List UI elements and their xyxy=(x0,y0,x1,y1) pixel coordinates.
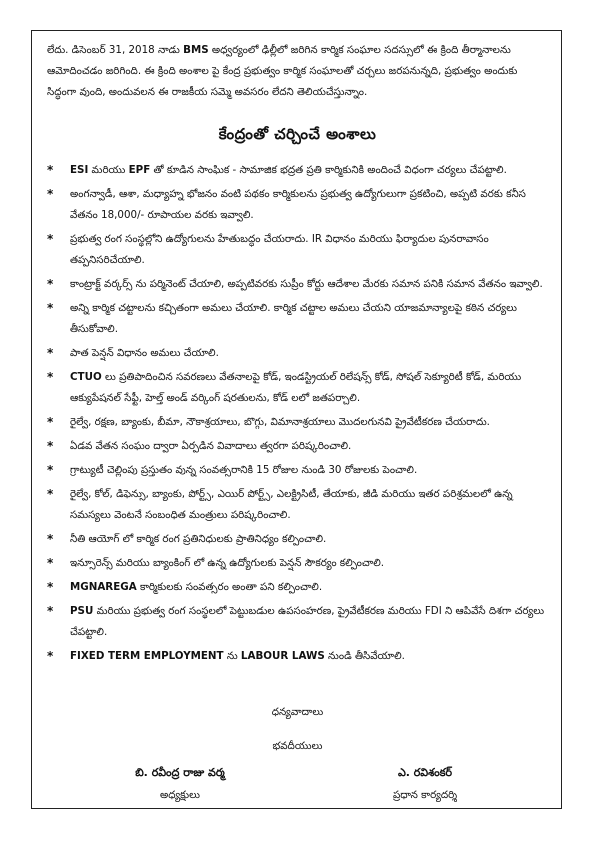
item-mid: ను xyxy=(223,650,241,662)
list-item-text xyxy=(70,160,549,181)
intro-text-1: లేదు. డిసెంబర్ 31, 2018 నాడు xyxy=(47,44,184,56)
signatory-president xyxy=(95,766,265,803)
item-lead2: LABOUR LAWS xyxy=(240,650,325,662)
bullet-star: * xyxy=(47,580,54,594)
item-rest: గ్రాట్యుటీ చెల్లింపు ప్రస్తుతం వున్న సంవత్సరానికి 15 రోజుల నుండి 30 రోజులకు పెంచాలి. xyxy=(70,464,418,476)
signatory-secretary xyxy=(340,766,510,803)
signatory-role: అధ్యక్షులు xyxy=(160,789,200,801)
signatory-role: ప్రధాన కార్యదర్శి xyxy=(392,789,458,801)
thanks-line: ధన్యవాదాలు xyxy=(271,706,324,718)
list-item-text xyxy=(70,436,549,457)
list-item-text xyxy=(70,460,549,481)
item-rest: అంగన్వాడీ, ఆశా, మధ్యాహ్న భోజనం వంటి పథకం కార్మికులను ప్రభుత్వ ఉద్యోగులుగా ప్రకటించి, అప్పటి వరకు కనీస వేతనం 18,000/- రూపాయల వరకు ఇవ్వాలి. xyxy=(70,188,526,221)
list-item xyxy=(47,160,549,181)
list-item xyxy=(47,412,549,433)
list-item-text xyxy=(70,343,549,364)
list-item xyxy=(47,646,549,667)
list-item xyxy=(47,601,549,643)
item-rest: ఇన్సూరెన్స్ మరియు బ్యాంకింగ్ లో ఉన్న ఉద్యోగులకు పెన్షన్ సౌకర్యం కల్పించాలి. xyxy=(70,557,385,569)
list-item xyxy=(47,577,549,598)
bullet-star: * xyxy=(47,487,54,501)
demands-list xyxy=(47,160,549,670)
list-item-text xyxy=(70,298,549,340)
item-mid: మరియు xyxy=(88,164,129,176)
item-rest: రైల్వే, కోల్, డిఫెన్సు, బ్యాంకు, పోర్ట్స్, ఎయిర్ పోర్ట్స్, ఎలక్ట్రిసిటీ, తేయాకు, జీడి మరియు ఇతర పరిశ్రమలలో ఉన్న సమస్యలు వెంటనే సంబంధిత మంత్రులు పరిష్కరించాలి. xyxy=(70,488,513,521)
item-rest: పాత పెన్షన్ విధానం అమలు చేయాలి. xyxy=(70,347,219,359)
list-item-text xyxy=(70,646,549,667)
list-item xyxy=(47,184,549,226)
list-item-text xyxy=(70,553,549,574)
item-rest: ఏడవ వేతన సంఘం ద్వారా ఏర్పడిన వివాదాలు త్వరగా పరిష్కరించాలి. xyxy=(70,440,352,452)
list-item xyxy=(47,343,549,364)
list-item xyxy=(47,460,549,481)
bullet-star: * xyxy=(47,532,54,546)
list-item xyxy=(47,229,549,271)
item-lead: ESI xyxy=(70,164,89,176)
list-item xyxy=(47,367,549,409)
item-rest: మరియు ప్రభుత్వ రంగ సంస్థలలో పెట్టుబడుల ఉపసంహరణ, ప్రైవేటీకరణ మరియు FDI ని ఆపివేసే దిశగా చర్యలు చేపట్టాలి. xyxy=(70,605,545,638)
item-rest: ప్రభుత్వ రంగ సంస్థల్లోని ఉద్యోగులను హేతుబద్ధం చేయరాదు. IR విధానం మరియు ఫిర్యాదుల పునరావాసం తప్పనిసరిచేయాలి. xyxy=(70,233,489,266)
item-lead2: EPF xyxy=(128,164,151,176)
section-heading: కేంద్రంతో చర్చించే అంశాలు xyxy=(218,125,377,143)
bullet-star: * xyxy=(47,277,54,291)
list-item-text xyxy=(70,367,549,409)
list-item xyxy=(47,553,549,574)
list-item xyxy=(47,298,549,340)
intro-org: BMS xyxy=(183,44,209,56)
item-rest: నుండి తీసివేయాలి. xyxy=(324,650,405,662)
bullet-star: * xyxy=(47,415,54,429)
list-item-text xyxy=(70,229,549,271)
regards-line: భవదీయులు xyxy=(272,740,323,752)
list-item xyxy=(47,274,549,295)
item-rest: రైల్వే, రక్షణ, బ్యాంకు, బీమా, నౌకాశ్రయాలు, బొగ్గు, విమానాశ్రయాలు మొదలగునవి ప్రైవేటీకరణ చేయరాదు. xyxy=(70,416,490,428)
list-item-text xyxy=(70,184,549,226)
list-item-text xyxy=(70,529,549,550)
item-lead: MGNAREGA xyxy=(70,581,137,593)
item-rest: నీతి ఆయోగ్ లో కార్మిక రంగ ప్రతినిధులకు ప్రాతినిధ్యం కల్పించాలి. xyxy=(70,533,327,545)
list-item-text xyxy=(70,484,549,526)
intro-text-2: అధ్వర్యంలో ఢిల్లీలో జరిగిన కార్మిక సంఘాల సదస్సులో ఈ క్రింది తీర్మానాలను ఆమోదించడం జరిగింది. ఈ క్రింది అంశాల పై కేంద్ర ప్రభుత్వం కార్మిక సంఘాలతో చర్చలు జరపనున్నది, ప్రభుత్వం అందుకు సిద్ధంగా వుంది, అందువలన ఈ రాజకీయ సమ్మె అవసరం లేదని తెలియచేస్తున్నాం. xyxy=(47,44,518,98)
list-item xyxy=(47,436,549,457)
bullet-star: * xyxy=(47,301,54,315)
list-item-text xyxy=(70,274,549,295)
bullet-star: * xyxy=(47,346,54,360)
intro-paragraph xyxy=(47,40,547,103)
item-rest: అన్ని కార్మిక చట్టాలను కచ్చితంగా అమలు చేయాలి. కార్మిక చట్టాల అమలు చేయని యాజమాన్యాలపై కఠిన చర్యలు తీసుకోవాలి. xyxy=(70,302,517,335)
signatory-name: ఎ. రవిశంకర్ xyxy=(397,766,453,779)
item-rest: కార్మికులకు సంవత్సరం అంతా పని కల్పించాలి. xyxy=(136,581,323,593)
list-item xyxy=(47,484,549,526)
item-lead: FIXED TERM EMPLOYMENT xyxy=(70,650,224,662)
item-rest: కాంట్రాక్ట్ వర్కర్స్ ను పర్మినెంట్ చేయాలి, అప్పటివరకు సుప్రీం కోర్టు ఆదేశాల మేరకు సమాన పనికి సమాన వేతనం ఇవ్వాలి. xyxy=(70,278,543,290)
bullet-star: * xyxy=(47,649,54,663)
item-lead: PSU xyxy=(70,605,94,617)
list-item xyxy=(47,529,549,550)
item-rest: తో కూడిన సాంఘిక - సామాజిక భద్రత ప్రతి కార్మికునికి అందించే విధంగా చర్యలు చేపట్టాలి. xyxy=(150,164,507,176)
bullet-star: * xyxy=(47,463,54,477)
bullet-star: * xyxy=(47,187,54,201)
item-rest: లు ప్రతిపాదించిన సవరణలు వేతనాలపై కోడ్, ఇండస్ట్రియల్ రిలేషన్స్ కోడ్, సోషల్ సెక్యూరిటీ కోడ్, మరియు ఆక్యుపేషనల్ సేఫ్టీ, హెల్త్ అండ్ వర్కింగ్ షరతులను, కోడ్ లలో జతపర్చాలి. xyxy=(70,371,522,404)
item-lead: CTUO xyxy=(70,371,102,383)
bullet-star: * xyxy=(47,556,54,570)
bullet-star: * xyxy=(47,604,54,618)
bullet-star: * xyxy=(47,163,54,177)
bullet-star: * xyxy=(47,232,54,246)
list-item-text xyxy=(70,577,549,598)
list-item-text xyxy=(70,601,549,643)
signatory-name: బి. రవీంద్ర రాజు వర్మ xyxy=(135,766,225,779)
bullet-star: * xyxy=(47,370,54,384)
list-item-text xyxy=(70,412,549,433)
bullet-star: * xyxy=(47,439,54,453)
